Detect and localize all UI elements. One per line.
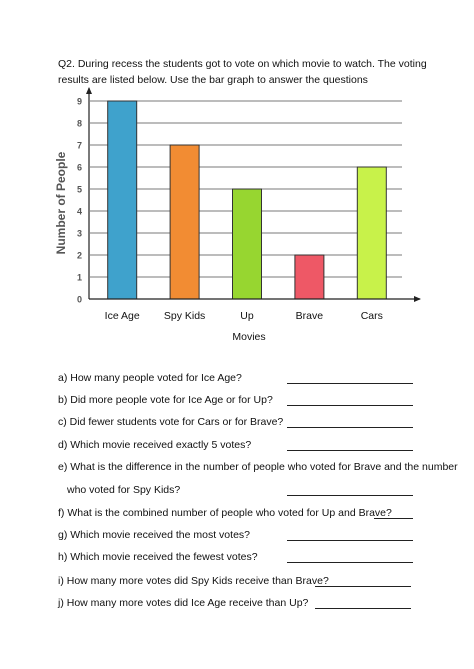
answer-line-j[interactable] <box>315 608 411 609</box>
x-axis-arrow <box>414 296 421 302</box>
bar <box>233 189 262 299</box>
question-c: c) Did fewer students vote for Cars or for Brave? <box>58 416 284 428</box>
bar <box>295 255 324 299</box>
answer-line-b[interactable] <box>287 405 413 406</box>
bar-chart-svg <box>50 86 430 348</box>
x-tick-label: Brave <box>295 310 324 322</box>
x-tick-label: Ice Age <box>104 310 140 322</box>
bar <box>357 167 386 299</box>
y-tick-label: 3 <box>76 228 82 239</box>
answer-line-a[interactable] <box>287 383 413 384</box>
question-d: d) Which movie received exactly 5 votes? <box>58 439 252 451</box>
answer-line-h[interactable] <box>287 562 413 563</box>
answer-line-f[interactable] <box>374 518 413 519</box>
y-tick-label: 9 <box>76 96 82 107</box>
y-tick-label: 8 <box>76 118 82 129</box>
y-tick-label: 6 <box>76 162 82 173</box>
x-tick-label: Spy Kids <box>163 310 206 322</box>
question-e-continued: who voted for Spy Kids? <box>67 484 181 496</box>
answer-line-e[interactable] <box>287 495 413 496</box>
question-i: i) How many more votes did Spy Kids receive than Brave? <box>58 575 329 587</box>
question-j: j) How many more votes did Ice Age receive than Up? <box>58 597 309 609</box>
question-a: a) How many people voted for Ice Age? <box>58 372 242 384</box>
x-tick-label: Cars <box>360 310 383 322</box>
bar <box>108 101 137 299</box>
question-h: h) Which movie received the fewest votes? <box>58 551 258 563</box>
question-f: f) What is the combined number of people who voted for Up and Brave? <box>58 507 392 519</box>
x-tick-label: Up <box>240 310 254 322</box>
x-axis-title: Movies <box>232 331 266 343</box>
bar-chart <box>50 86 430 348</box>
y-tick-label: 1 <box>76 272 82 283</box>
answer-line-c[interactable] <box>287 427 413 428</box>
answer-line-i[interactable] <box>315 586 411 587</box>
question-intro: Q2. During recess the students got to vote on which movie to watch. The voting results are listed below. Use the bar graph to answer the questions <box>58 58 427 86</box>
question-g: g) Which movie received the most votes? <box>58 529 250 541</box>
question-b: b) Did more people vote for Ice Age or for Up? <box>58 394 273 406</box>
bar <box>170 145 199 299</box>
answer-line-g[interactable] <box>287 540 413 541</box>
y-tick-label: 5 <box>76 184 82 195</box>
y-axis-title: Number of People <box>54 151 68 255</box>
question-e: e) What is the difference in the number of people who voted for Brave and the number <box>58 461 458 473</box>
y-tick-label: 2 <box>76 250 82 261</box>
answer-line-d[interactable] <box>287 450 413 451</box>
y-tick-label: 7 <box>76 140 82 151</box>
y-tick-label: 4 <box>76 206 82 217</box>
y-axis-arrow <box>86 87 92 94</box>
y-tick-label: 0 <box>76 294 82 305</box>
